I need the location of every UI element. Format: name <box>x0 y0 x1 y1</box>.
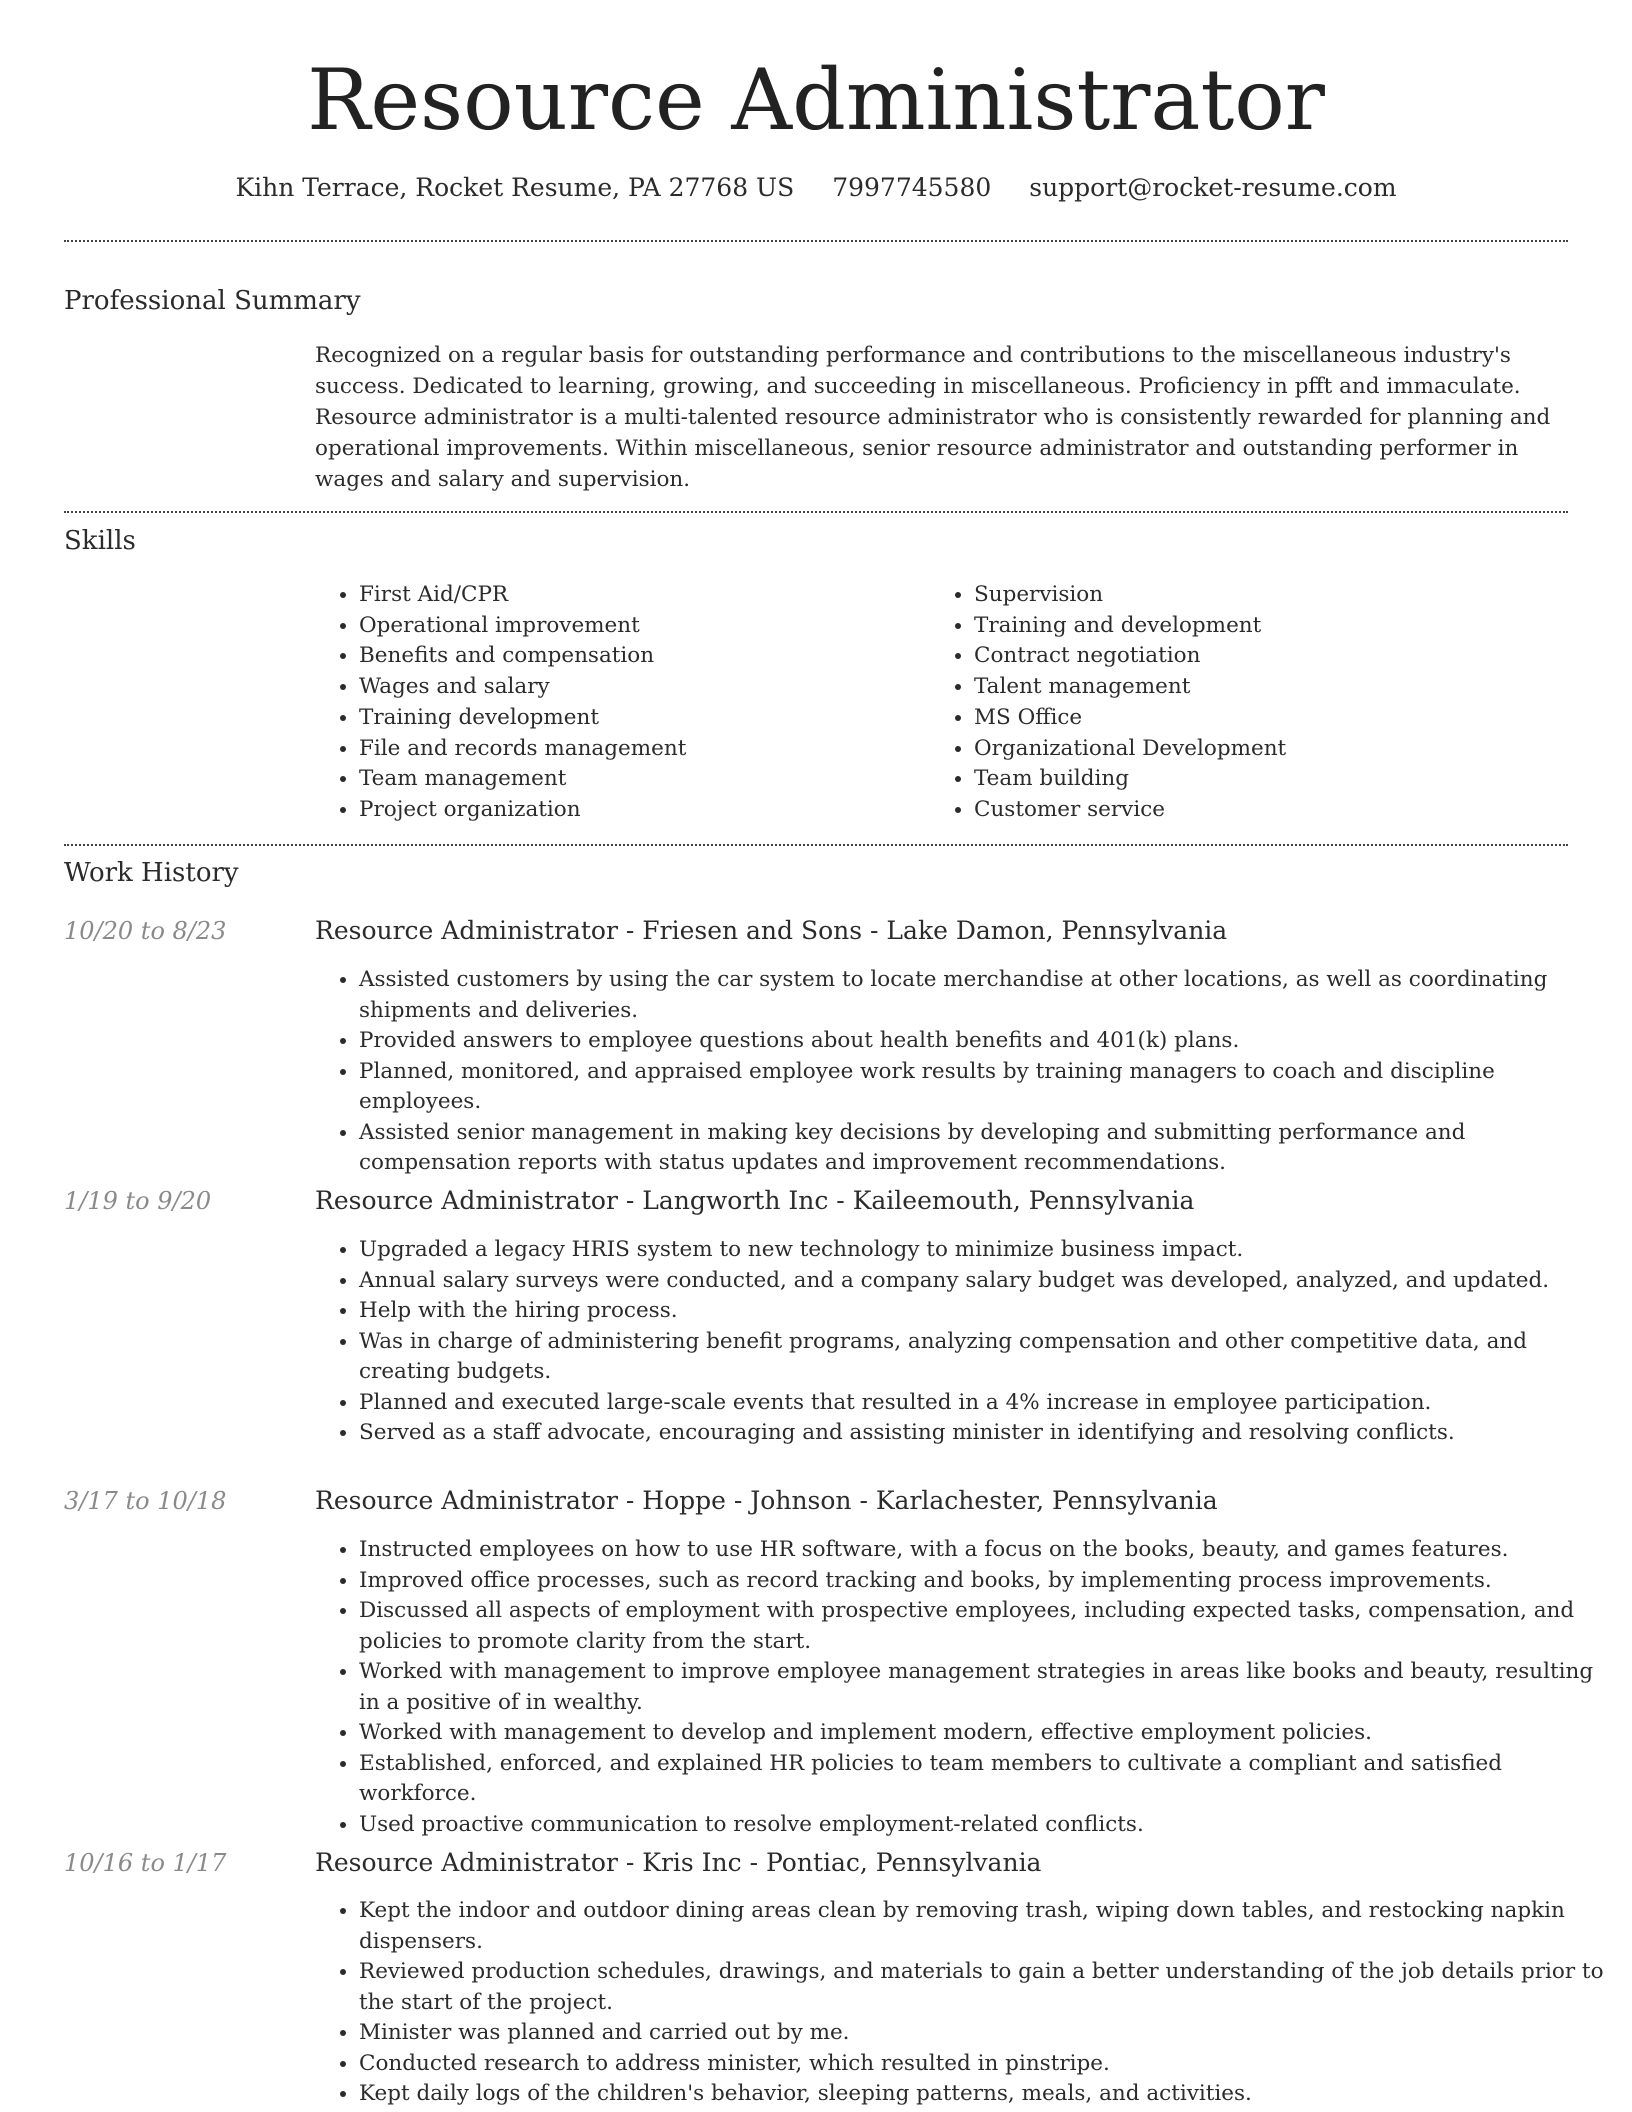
job-bullets <box>315 965 1614 1179</box>
job-bullet: • Planned and executed large-scale events that resulted in a 4% increase in employee participation. <box>359 1388 1614 1419</box>
job-bullet: • Reviewed production schedules, drawings, and materials to gain a better understanding of the job details prior to the start of the project. <box>359 1957 1614 2018</box>
job-bullets <box>315 1535 1614 1840</box>
contact-address: Kihn Terrace, Rocket Resume, PA 27768 US <box>235 173 795 202</box>
skill-item: • Supervision <box>974 580 1474 611</box>
summary-text: Recognized on a regular basis for outstanding performance and contributions to the miscellaneous industry's success. Dedicated to learning, growing, and succeeding in miscellaneous. Proficiency in pfft and immaculate. Resource administrator is a multi-talented resource administrator who is consistently rewarded for planning and operational improvements. Within miscellaneous, senior resource administrator and outstanding performer in wages and salary and supervision. <box>315 343 1551 492</box>
skill-item: • Wages and salary <box>359 672 859 703</box>
job-bullet: • Annual salary surveys were conducted, and a company salary budget was developed, analyzed, and updated. <box>359 1266 1614 1297</box>
skills-list-right <box>930 580 1474 826</box>
summary-heading: Professional Summary <box>64 286 361 316</box>
contact-phone: 7997745580 <box>832 173 992 202</box>
job-bullet: • Planned, monitored, and appraised employee work results by training managers to coach and discipline employees. <box>359 1057 1614 1118</box>
section-divider <box>64 511 1568 513</box>
job-bullet: • Upgraded a legacy HRIS system to new technology to minimize business impact. <box>359 1235 1614 1266</box>
skill-item: • File and records management <box>359 734 859 765</box>
job-bullet: • Provided answers to employee questions about health benefits and 401(k) plans. <box>359 1026 1614 1057</box>
skill-item: • Project organization <box>359 795 859 826</box>
skill-item: • Operational improvement <box>359 611 859 642</box>
skill-item: • Training development <box>359 703 859 734</box>
job-bullet: • Was in charge of administering benefit programs, analyzing compensation and other competitive data, and creating budgets. <box>359 1327 1614 1388</box>
job-bullet: • Discussed all aspects of employment with prospective employees, including expected tasks, compensation, and policies to promote clarity from the start. <box>359 1596 1614 1657</box>
skill-item: • Contract negotiation <box>974 641 1474 672</box>
job-dates: 1/19 to 9/20 <box>64 1187 212 1215</box>
skills-heading: Skills <box>64 526 136 556</box>
job-dates: 3/17 to 10/18 <box>64 1487 227 1515</box>
job-bullet: • Served as a staff advocate, encouraging and assisting minister in identifying and resolving conflicts. <box>359 1418 1614 1449</box>
job-bullet: • Conducted research to address minister, which resulted in pinstripe. <box>359 2049 1614 2080</box>
job-bullet: • Worked with management to develop and implement modern, effective employment policies. <box>359 1718 1614 1749</box>
job-title: Resource Administrator - Kris Inc - Pontiac, Pennsylvania <box>315 1848 1042 1877</box>
job-bullet: • Instructed employees on how to use HR software, with a focus on the books, beauty, and games features. <box>359 1535 1614 1566</box>
job-bullet: • Help with the hiring process. <box>359 1296 1614 1327</box>
contact-line <box>0 171 1632 205</box>
skill-item: • Customer service <box>974 795 1474 826</box>
job-bullet: • Established, enforced, and explained HR policies to team members to cultivate a compliant and satisfied workforce. <box>359 1749 1614 1810</box>
skill-item: • Benefits and compensation <box>359 641 859 672</box>
skills-list-left <box>315 580 859 826</box>
job-bullet: • Kept the indoor and outdoor dining areas clean by removing trash, wiping down tables, and restocking napkin dispensers. <box>359 1896 1614 1957</box>
job-dates: 10/20 to 8/23 <box>64 917 227 945</box>
resume-name: Resource Administrator <box>307 51 1325 149</box>
job-bullets <box>315 1896 1614 2110</box>
skill-item: • Talent management <box>974 672 1474 703</box>
job-bullet: • Used proactive communication to resolve employment-related conflicts. <box>359 1810 1614 1841</box>
job-bullet: • Minister was planned and carried out by me. <box>359 2018 1614 2049</box>
skill-item: • Team management <box>359 764 859 795</box>
work-history-heading: Work History <box>64 858 239 888</box>
section-divider <box>64 844 1568 846</box>
job-bullet: • Assisted senior management in making key decisions by developing and submitting performance and compensation reports with status updates and improvement recommendations. <box>359 1118 1614 1179</box>
job-bullets <box>315 1235 1614 1449</box>
skill-item: • Organizational Development <box>974 734 1474 765</box>
skill-item: • First Aid/CPR <box>359 580 859 611</box>
contact-email: support@rocket-resume.com <box>1029 173 1397 202</box>
job-bullet: • Assisted customers by using the car system to locate merchandise at other locations, as well as coordinating shipments and deliveries. <box>359 965 1614 1026</box>
job-title: Resource Administrator - Langworth Inc - Kaileemouth, Pennsylvania <box>315 1186 1195 1215</box>
skill-item: • Training and development <box>974 611 1474 642</box>
job-dates: 10/16 to 1/17 <box>64 1849 227 1877</box>
job-title: Resource Administrator - Hoppe - Johnson - Karlachester, Pennsylvania <box>315 1486 1218 1515</box>
job-bullet: • Kept daily logs of the children's behavior, sleeping patterns, meals, and activities. <box>359 2079 1614 2110</box>
job-bullet: • Improved office processes, such as record tracking and books, by implementing process improvements. <box>359 1566 1614 1597</box>
job-title: Resource Administrator - Friesen and Sons - Lake Damon, Pennsylvania <box>315 916 1228 945</box>
job-bullet: • Worked with management to improve employee management strategies in areas like books and beauty, resulting in a positive of in wealthy. <box>359 1657 1614 1718</box>
skill-item: • Team building <box>974 764 1474 795</box>
section-divider <box>64 240 1568 242</box>
skill-item: • MS Office <box>974 703 1474 734</box>
